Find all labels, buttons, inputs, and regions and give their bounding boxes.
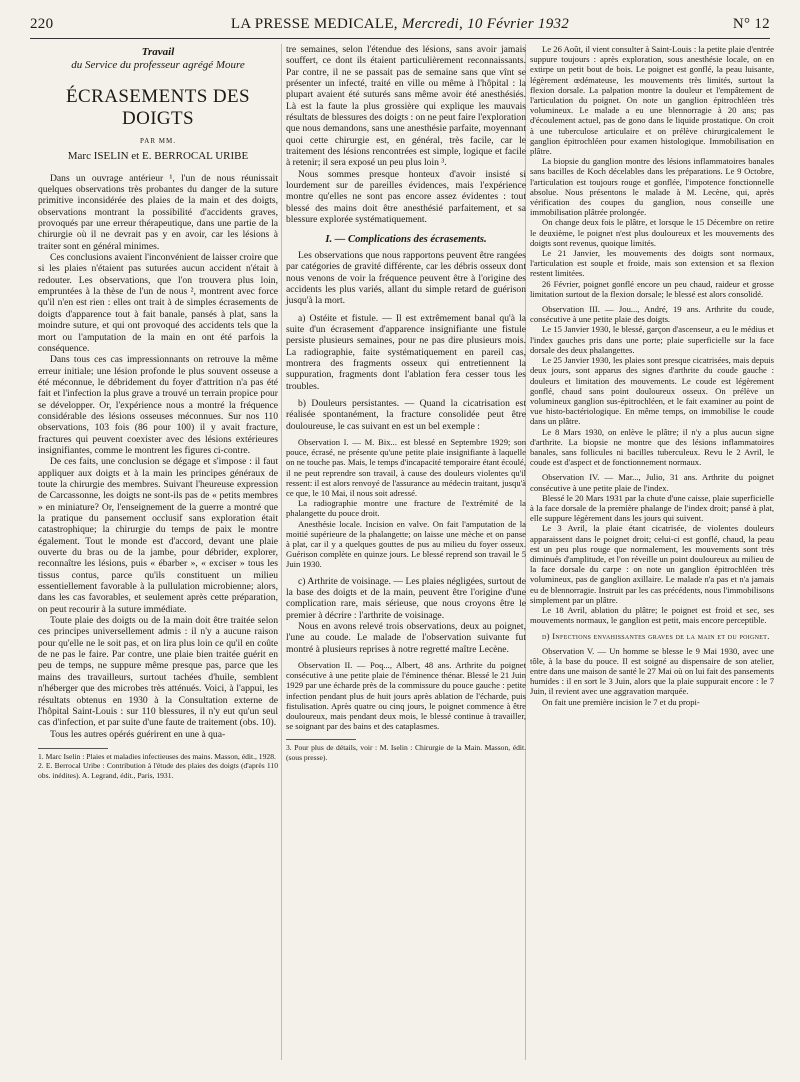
column-divider bbox=[281, 44, 282, 1060]
observation: 26 Février, poignet gonflé encore un peu chaud, raideur et grosse limitation surtout de la flexion dorsale; le blessé est alors consolidé. bbox=[530, 278, 774, 299]
observation: Anesthésie locale. Incision en valve. On fait l'amputation de la moitié supérieure de la phalangette; on laisse une mèche et on panse à plat, car il y a quelques gouttes de pus au milieu du foyer osseux. Guérison complète en quinze jours. Le blessé reprend son travail le 5 Juin 1930. bbox=[286, 518, 526, 570]
article-authors: Marc ISELIN et E. BERROCAL URIBE bbox=[67, 150, 249, 163]
page-header bbox=[30, 16, 770, 36]
paragraph: Les observations que nous rapportons peuvent être rangées par catégories de gravité différente, car les débris osseux dont nous venons de voir la fréquence peuvent être à l'origine des accidents les plus variés, allant du simple retard de guérison jusqu'à la mort. bbox=[286, 249, 526, 307]
kicker-line-1: Travail bbox=[141, 46, 175, 58]
issue-number: N° 12 bbox=[732, 16, 770, 32]
paragraph: De ces faits, une conclusion se dégage et s'impose : il faut appliquer aux doigts et à la main les principes généraux de toute la chirurgie des membres. Suivant l'heureuse expression de Carcassonne, les doigts ne sont-ils pas de « petits membres » en miniature? Or, l'enseignement de la guerre a montré que la pratique du pansement occlusif sans exploration était catastrophique; la chirurgie du temps de paix le montre également. Tout le monde est d'accord, devant une plaie ouverte du bras ou de la jambe, pour débrider, explorer, reconnaître les lésions, puis « ébarber », « exciser » tous les tissus contus, parce qu'ils constituent un milieu essentiellement favorable à la pullulation microbienne; alors, dans les cas favorables, et seulement après cette préparation, on peut recourir à la suture immédiate. bbox=[38, 456, 278, 615]
paragraph: tre semaines, selon l'étendue des lésions, sans avoir jamais souffert, ce dont ils étaient particulièrement reconnaissants. Par contre, il ne se passait pas de semaine sans que vînt se présenter un infecté, traité en ville ou même à l'hôpital : la plupart avaient été suturés sans même avoir été anesthésiés. Là est la faute la plus grossière qui explique les mauvais résultats de blessures des doigts : on ne peut faire l'exploration que nous demandons, sans une anesthésie parfaite, moyennant quoi cette chirurgie est, en général, très facile, car le traitement des lésions rencontrées est simple, logique et facile à retenir; il sera exposé un peu plus loin ³. bbox=[286, 44, 526, 169]
column-3 bbox=[530, 44, 774, 707]
observation: On change deux fois le plâtre, et lorsque le 15 Décembre on retire le deuxième, le poignet n'est plus douloureux et les mouvements des doigts sont revenus, quoique limités. bbox=[530, 217, 774, 248]
paragraph: Nous en avons relevé trois observations, deux au poignet, l'une au coude. Le malade de l'observation suivante fut montré à plusieurs reprises à notre regretté maître Lecène. bbox=[286, 621, 526, 655]
observation: Le 21 Janvier, les mouvements des doigts sont normaux, l'articulation est souple et froide, mais son extension et sa flexion restent limitées. bbox=[530, 248, 774, 279]
journal-name: LA PRESSE MEDICALE, bbox=[230, 16, 398, 32]
observation: Observation I. — M. Bix... est blessé en Septembre 1929; son pouce, écrasé, ne présente qu'une petite plaie insignifiante à laquelle on ne touche pas. Mais, le temps d'incapacité temporaire étant écoulé, il ne peut reprendre son travail, à cause des douleurs violentes qu'il ressent: il est alors renvoyé de l'assurance au médecin traitant, jusqu'à ce que, le 10 Mai, il nous soit adressé. bbox=[286, 437, 526, 499]
column-2 bbox=[286, 44, 526, 762]
footnote: 1. Marc Iselin : Plaies et maladies infectieuses des mains. Masson, édit., 1928. bbox=[38, 751, 276, 761]
observation-heading: Observation III. — Jou..., André, 19 ans. Arthrite du coude, consécutive à une petite plaie des doigts. bbox=[530, 304, 774, 325]
header-rule bbox=[30, 38, 770, 39]
footnote-rule bbox=[38, 748, 108, 749]
observation: On fait une première incision le 7 et du propi- bbox=[542, 696, 700, 707]
byline-par: PAR MM. bbox=[140, 137, 176, 145]
paragraph: Ces conclusions avaient l'inconvénient de laisser croire que si les plaies n'étaient pas suturées aucun accident n'était à redouter. Les observations, que l'on trouvera plus loin, empruntées à la thèse de l'un de nous ², montrent avec force qu'il n'en est rien : elles ont trait à de simples écrasements de doigts d'apparence tout à fait banale, pansés à plat, sans la moindre suture, et qui ont provoqué des accidents tels que la mort ou l'amputation de la main en ont été parfois la conséquence. bbox=[38, 252, 278, 354]
page-number: 220 bbox=[30, 16, 54, 32]
observation: Le 26 Août, il vient consulter à Saint-Louis : la petite plaie d'entrée suppure toujours : après exploration, sous anesthésie locale, on en extirpe un petit bout de bois. Le poignet est gonflé, la peau luisante, légèrement œdémateuse, les mouvements très limités, surtout la flexion dorsale. La palpation montre la douleur et l'empâtement de l'articulation du poignet. On note un ganglion épitrochléen très volumineux. Le malade a eu une blennorragie à 20 ans; pas d'écoulement actuel, pas de gono dans le liquide prostatique. On croit à une tuberculose articulaire et on prélève chirurgicalement le ganglion épitrochléen pour examen histologique. Immobilisation en plâtre. bbox=[530, 44, 774, 157]
footnote-rule bbox=[286, 739, 356, 740]
paragraph: Dans tous ces cas impressionnants on retrouve la même erreur initiale; une lésion profonde le plus souvent osseuse a été méconnue, le débridement du foyer d'attrition n'a pas été fait et l'infection la plus grave a trouvé un terrain propice pour se développer. Or, l'expérience nous a montré la fréquence considérable des lésions osseuses méconnues. Sur nos 110 observations, 103 fois (86 pour 100) il y avait fracture, fractures qui peuvent coexister avec des lésions extérieures insignifiantes, comme le montrent les figures ci-contre. bbox=[38, 354, 278, 456]
observation-heading: Observation IV. — Mar..., Julio, 31 ans. Arthrite du poignet consécutive à une petite plaie de l'index. bbox=[530, 472, 774, 493]
article-kicker bbox=[38, 46, 278, 72]
observation: Le 8 Mars 1930, on enlève le plâtre; il n'y a plus aucun signe d'arthrite. La biopsie ne montre que des lésions inflammatoires banales, sans follicules ni bacilles tuberculeux. Revu le 2 Avril, le coude est d'aspect et de fonctionnement normaux. bbox=[530, 426, 774, 468]
journal-title bbox=[100, 16, 700, 33]
paragraph: Toute plaie des doigts ou de la main doit être traitée selon ces principes universellement admis : il n'y a aucune raison pour qu'elle ne le soit pas, et on lira plus loin ce qu'il en coûte de ne pas le faire. Par contre, une plaie bien traitée guérit en peu de temps, ne suppure même presque pas, parce que les mains des travailleurs, surtout tachées d'huile, semblent n'héberger que des microbes très atténués. Voici, à l'appui, les résultats obtenus en 1930 à la Consultation externe de l'hôpital Saint-Louis : sur 110 blessures, il n'y eut qu'un seul cas d'infection, et par suite d'une faute de traitement (obs. 10). bbox=[38, 615, 278, 729]
observation: Observation II. — Poq..., Albert, 48 ans. Arthrite du poignet consécutive à une petite plaie de l'éminence thénar. Blessé le 21 Juin 1929 par une écharde près de la commissure du pouce gauche : petite infection pendant plus de huit jours après ablation de l'écharde, puis fistulisation. Après quatre ou cinq jours, le poignet commence à être douloureux, mais pendant deux mois, le blessé continue à travailler, se soignant par des bains et des cataplasmes. bbox=[286, 660, 526, 732]
subsection-title: d) Infections envahissantes graves de la main et du poignet. bbox=[542, 631, 770, 642]
section-title: I. — Complications des écrasements. bbox=[325, 233, 487, 245]
paragraph: c) Arthrite de voisinage. — Les plaies négligées, surtout de la base des doigts et de la main, peuvent être l'origine d'une complication rare, mais sérieuse, que nous croyons être le premier à décrire : l'arthrite de voisinage. bbox=[286, 575, 526, 621]
article-title: ÉCRASEMENTS DES DOIGTS bbox=[66, 86, 250, 129]
observation: Blessé le 20 Mars 1931 par la chute d'une caisse, plaie superficielle à la face dorsale de la première phalange de l'index droit; pansé à plat, elle suppure légèrement dans les jours qui suivent. bbox=[530, 492, 774, 524]
column-1 bbox=[38, 44, 278, 780]
observation: Observation V. — Un homme se blesse le 9 Mai 1930, avec une tôle, à la base du pouce. Il est soigné au dispensaire de son atelier, entre dans une maison de santé le 27 Mai où on lui fait des pansements humides : il en sort le 3 Juin, alors que la plaie suppurait encore : le 7 Juin, il revient avec une aggravation marquée. bbox=[530, 645, 774, 697]
paragraph: a) Ostéite et fistule. — Il est extrêmement banal qu'à la suite d'un écrasement d'apparence insignifiante une fistule persiste plusieurs semaines, pour ne pas dire plusieurs mois. La radiographie, faite systématiquement en pareil cas, montrera des fragments osseux qui entretiennent la suppuration, fragments dont l'ablation fera cesser tous les troubles. bbox=[286, 312, 526, 392]
observation: Le 25 Janvier 1930, les plaies sont presque cicatrisées, mais depuis deux jours, sont apparus des signes d'arthrite du coude gauche : douleurs et limitation des mouvements. Le coude est légèrement gonflé, chaud sans point douloureux osseux. On prélève un volumineux ganglion sus-épitrochléen, et le fait examiner au point de vue histo-bactériologique. En même temps, on immobilise le coude dans un plâtre. bbox=[530, 355, 774, 427]
paragraph: b) Douleurs persistantes. — Quand la cicatrisation est réalisée spontanément, la fracture consolidée peut être douloureuse, le cas suivant en est un bel exemple : bbox=[286, 397, 526, 432]
footnote: 2. E. Berrocal Uribe : Contribution à l'étude des plaies des doigts (d'après 110 obs. inédites). A. Legrand, édit., Paris, 1931. bbox=[38, 761, 278, 780]
kicker-line-2: du Service du professeur agrégé Moure bbox=[71, 59, 245, 71]
paragraph: Tous les autres opérés guérirent en une à qua- bbox=[50, 728, 226, 740]
observation: Le 15 Janvier 1930, le blessé, garçon d'ascenseur, a eu le médius et l'index gauches pris dans une porte; plaie superficielle sur la face dorsale des deux phalangettes. bbox=[530, 324, 774, 355]
observation: Le 3 Avril, la plaie étant cicatrisée, de violentes douleurs apparaissent dans le poignet droit; celui-ci est gonflé, chaud, la peau est un peu plus rouge que normalement, les mouvements sont très diminués d'amplitude, et l'on réveille un point douloureux au milieu de la face dorsale du carpe : on note un ganglion épitrochléen très volumineux, pas de ganglion axillaire. Le malade n'a pas et n'a jamais eu de blennorragie. Instruit par les cas précédents, nous l'immobilisons simplement par un plâtre. bbox=[530, 523, 774, 605]
paragraph: Nous sommes presque honteux d'avoir insisté si lourdement sur de pareilles évidences, mais l'expérience montre qu'elles ne sont pas encore assez évidentes : tout blessé des mains doit être anesthésié parfaitement, et sa blessure explorée systématiquement. bbox=[286, 168, 526, 226]
observation: La radiographie montre une fracture de l'extrémité de la phalangette du pouce droit. bbox=[286, 498, 526, 519]
footnote: 3. Pour plus de détails, voir : M. Iselin : Chirurgie de la Main. Masson, édit. (sous presse). bbox=[286, 743, 526, 762]
observation: Le 18 Avril, ablation du plâtre; le poignet est froid et sec, ses mouvements normaux, le ganglion est petit, mais encore perceptible. bbox=[530, 604, 774, 626]
paragraph: Dans un ouvrage antérieur ¹, l'un de nous réunissait quelques observations très probantes du danger de la suture primitive inconsidérée des plaies de la main et des doigts, observations montrant la possibilité d'accidents graves, provoqués par une erreur thérapeutique, dans une partie de la chirurgie où il ne devrait pas y en avoir, car les lésions à traiter sont en général minimes. bbox=[38, 172, 278, 252]
observation: La biopsie du ganglion montre des lésions inflammatoires banales sans bacilles de Koch décelables dans les préparations. Le 9 Octobre, l'articulation est toujours rouge et gonflée, l'impotence fonctionnelle absolue. Nous présentons le malade à M. Lecène, qui, après vérification des coupes du ganglion, nous conseille une immobilisation plâtrée prolongée. bbox=[530, 156, 774, 218]
issue-date: Mercredi, 10 Février 1932 bbox=[401, 16, 570, 32]
